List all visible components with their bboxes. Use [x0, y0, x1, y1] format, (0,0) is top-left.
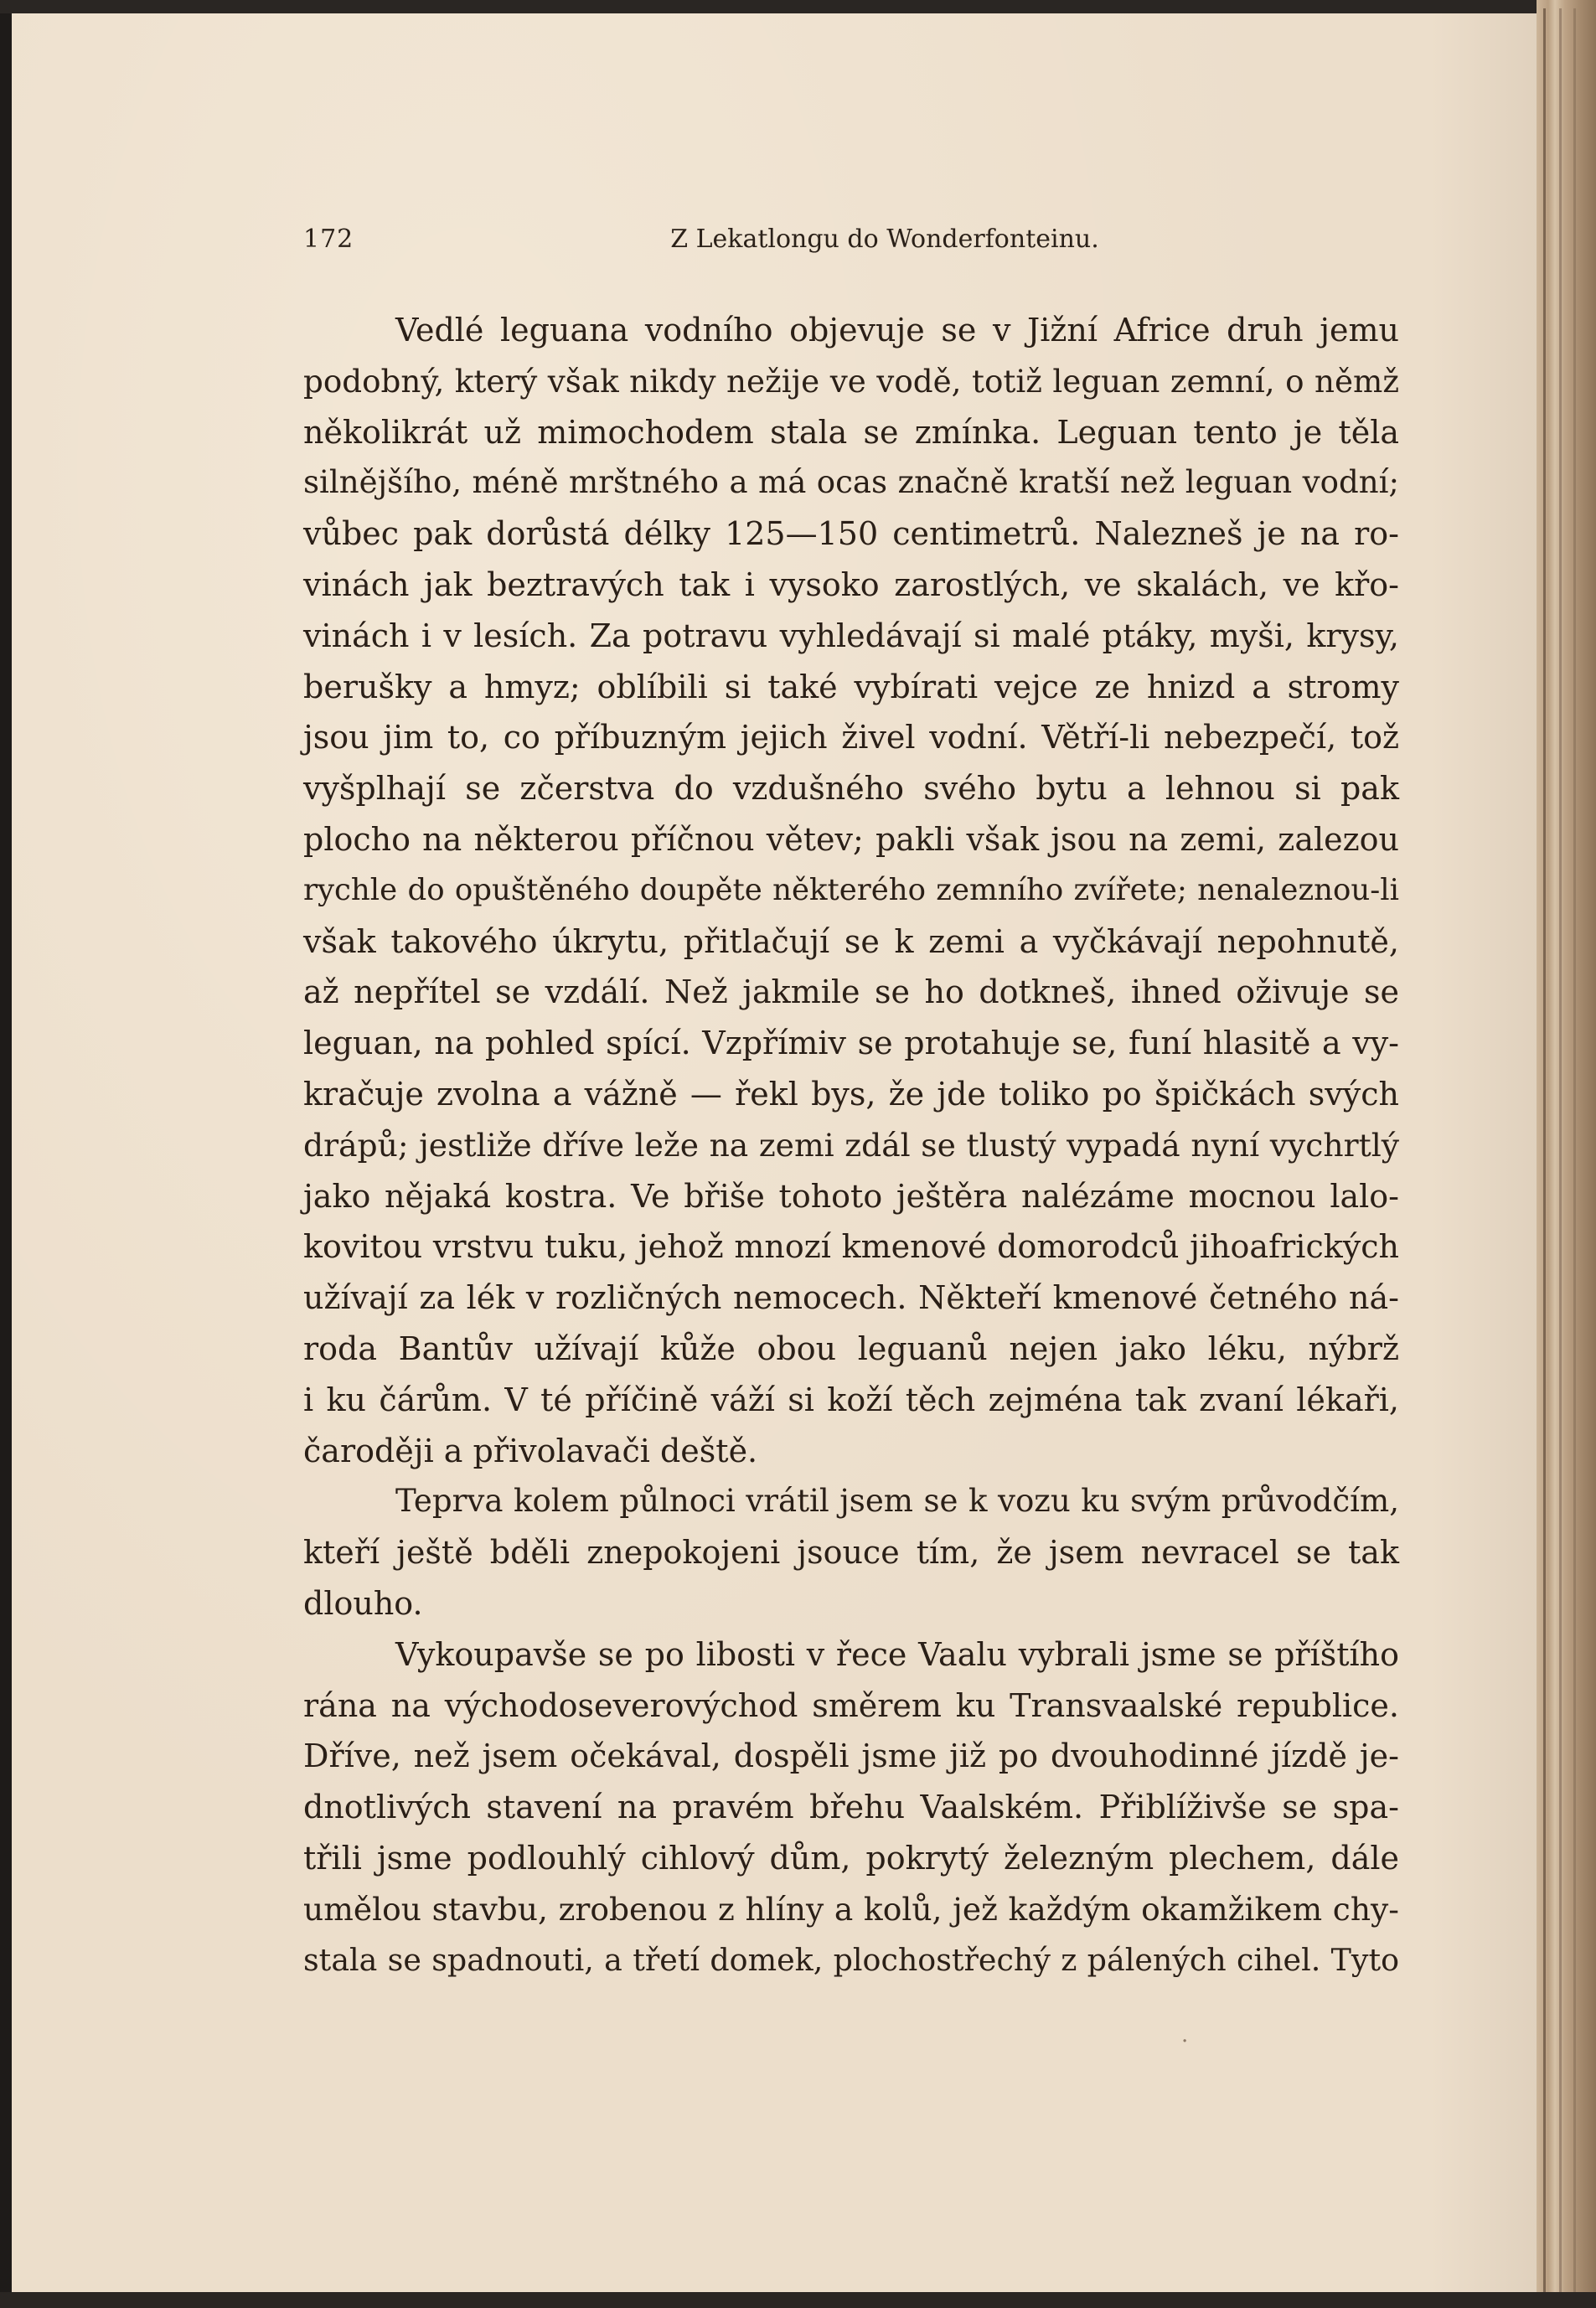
text-line: drápů; jestliže dříve leže na zemi zdál se tlustý vypadá nyní vychrtlý: [303, 1126, 1399, 1164]
running-title: Z Lekatlongu do Wonderfonteinu.: [670, 225, 1099, 254]
paper-fleck-mark: ·: [1181, 2029, 1189, 2054]
text-line: kovitou vrstvu tuku, jehož mnozí kmenové domorodců jihoafrických: [303, 1228, 1399, 1266]
text-line: jako nějaká kostra. Ve břiše tohoto ještěra nalézáme mocnou lalo-: [303, 1177, 1399, 1215]
text-line: dnotlivých stavení na pravém břehu Vaalském. Přiblíživše se spa-: [303, 1789, 1399, 1826]
text-line: Vykoupavše se po libosti v řece Vaalu vybrali jsme se příštího: [395, 1635, 1399, 1673]
text-line: kračuje zvolna a vážně — řekl bys, že jde toliko po špičkách svých: [303, 1075, 1399, 1113]
scan-top-border: [0, 0, 1596, 13]
text-line: plocho na některou příčnou větev; pakli však jsou na zemi, zalezou: [303, 820, 1399, 858]
text-line: vyšplhají se zčerstva do vzdušného svého bytu a lehnou si pak: [303, 770, 1399, 808]
text-line: leguan, na pohled spící. Vzpřímiv se protahuje se, funí hlasitě a vy-: [303, 1025, 1399, 1062]
text-line: vinách i v lesích. Za potravu vyhledávají si malé ptáky, myši, krysy,: [303, 617, 1399, 654]
text-line: vinách jak beztravých tak i vysoko zarostlých, ve skalách, ve křo-: [303, 565, 1399, 603]
text-line: rychle do opuštěného doupěte některého zemního zvířete; nenaleznou-li: [303, 872, 1399, 907]
body-text: [303, 305, 1399, 1985]
text-line: třili jsme podlouhlý cihlový dům, pokrytý železným plechem, dále: [303, 1839, 1399, 1877]
text-line: Dříve, než jsem očekával, dospěli jsme již po dvouhodinné jízdě je-: [303, 1737, 1399, 1775]
page-number: 172: [303, 225, 354, 254]
text-line: však takového úkrytu, přitlačují se k zemi a vyčkávají nepohnutě,: [303, 922, 1399, 960]
text-line: Teprva kolem půlnoci vrátil jsem se k vozu ku svým průvodčím,: [395, 1483, 1399, 1520]
text-line: užívají za lék v rozličných nemocech. Někteří kmenové četného ná-: [303, 1279, 1399, 1317]
page-edge-line: [1543, 8, 1546, 2304]
text-line: berušky a hmyz; oblíbili si také vybírati vejce ze hnizd a stromy: [303, 668, 1399, 705]
text-line: několikrát už mimochodem stala se zmínka. Leguan tento je těla: [303, 413, 1399, 451]
scan-bottom-border: [0, 2292, 1596, 2308]
text-line: Vedlé leguana vodního objevuje se v Jižní Africe druh jemu: [395, 312, 1399, 349]
text-line: podobný, který však nikdy nežije ve vodě, totiž leguan zemní, o němž: [303, 362, 1399, 400]
text-line: roda Bantův užívají kůže obou leguanů nejen jako léku, nýbrž: [303, 1330, 1399, 1367]
text-line: stala se spadnouti, a třetí domek, plochostřechý z pálených cihel. Tyto: [303, 1941, 1399, 1978]
page-edge-line: [1573, 8, 1576, 2304]
text-line: silnějšího, méně mrštného a má ocas značně kratší než leguan vodní;: [303, 464, 1399, 501]
page-edge-line: [1559, 8, 1562, 2304]
book-page-edge: [1537, 0, 1596, 2308]
text-line: rána na východoseverovýchod směrem ku Transvaalské republice.: [303, 1686, 1399, 1724]
text-line: vůbec pak dorůstá délky 125—150 centimetrů. Nalezneš je na ro-: [303, 515, 1399, 553]
text-line: dlouho.: [303, 1584, 423, 1622]
text-line: umělou stavbu, zrobenou z hlíny a kolů, jež každým okamžikem chy-: [303, 1890, 1399, 1928]
text-line: čaroději a přivolavači deště.: [303, 1432, 758, 1469]
text-line: kteří ještě bděli znepokojeni jsouce tím, že jsem nevracel se tak: [303, 1534, 1399, 1572]
text-line: jsou jim to, co příbuzným jejich živel vodní. Větří-li nebezpečí, tož: [303, 719, 1399, 756]
text-line: až nepřítel se vzdálí. Než jakmile se ho dotkneš, ihned oživuje se: [303, 973, 1399, 1011]
running-head: [303, 223, 1399, 256]
text-line: i ku čárům. V té příčině váží si koží těch zejména tak zvaní lékaři,: [303, 1381, 1399, 1418]
